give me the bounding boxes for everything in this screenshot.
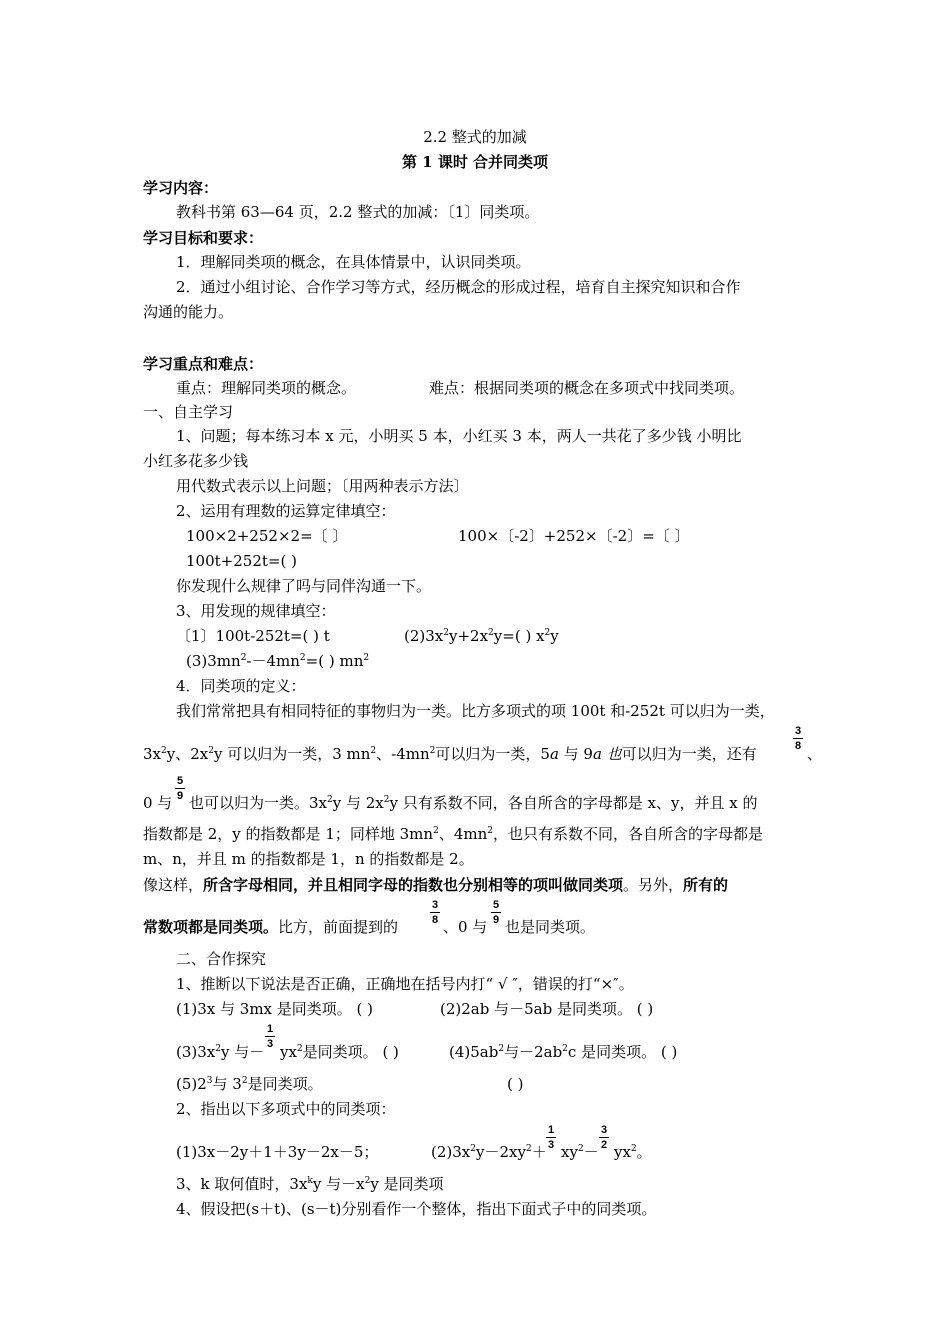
coop-q1-c-tail: $yx^2$是同类项。 ( ) <box>280 1043 399 1061</box>
fraction-1-3: 1 3 <box>266 1023 274 1050</box>
coop-q4: 4、假设把(s＋t)、(s－t)分别看作一个整体，指出下面式子中的同类项。 <box>176 1200 657 1218</box>
coop-q2-b-mid: $xy^2-$ <box>561 1143 599 1161</box>
coop-q1-a: (1)3x 与 3mx 是同类项。 ( ) <box>176 1000 374 1018</box>
definition-line-7-start: 常数项都是同类项。比方，前面提到的 <box>143 918 399 936</box>
definition-line-5: m、n，并且 m 的指数都是 1，n 的指数都是 2。 <box>143 850 474 868</box>
q2-discuss: 你发现什么规律了吗与同伴沟通一下。 <box>176 577 432 595</box>
goal-item-1: 1．理解同类项的概念，在具体情景中，认识同类项。 <box>176 253 531 271</box>
definition-line-3: 也可以归为一类。$3x^2y$ 与 $2x^2y$ 只有系数不同，各自所含的字母都是 x、y，并且 x 的 <box>189 794 758 812</box>
content-text: 教科书第 63—64 页，2.2 整式的加减：〔1〕同类项。 <box>176 203 540 221</box>
section-title: 2.2 整式的加减 <box>423 128 527 146</box>
goal-item-2-line-1: 2．通过小组讨论、合作学习等方式，经历概念的形成过程，培育自主探究知识和合作 <box>176 278 741 296</box>
definition-line-3-start: 0 与 <box>143 794 173 812</box>
definition-line-1: 我们常常把具有相同特征的事物归为一类。比方多项式的项 100t 和-252t 可以归为一类， <box>176 702 775 720</box>
definition-line-2-tail: 、 <box>807 745 823 763</box>
coop-q1-title: 1、推断以下说法是否正确，正确地在括号内打“ √ ″，错误的打“×″。 <box>176 975 634 993</box>
self-study-heading: 一、自主学习 <box>143 403 234 421</box>
fraction-3-8: 3 8 <box>794 725 802 752</box>
q2-expr-a: 100×2+252×2=〔 〕 <box>186 527 348 545</box>
q3-title: 3、用发现的规律填空： <box>176 602 336 620</box>
goals-label: 学习目标和要求： <box>143 229 264 247</box>
q2-expr-c: 100t+252t=( ) <box>186 552 297 570</box>
focus-text: 重点：理解同类项的概念。 <box>176 379 357 397</box>
definition-line-6: 像这样，所含字母相同，并且相同字母的指数也分别相等的项叫做同类项。另外，所有的 <box>143 876 729 894</box>
q2-expr-b: 100×〔-2〕+252×〔-2〕=〔 〕 <box>458 527 690 545</box>
coop-q2-title: 2、指出以下多项式中的同类项： <box>176 1100 396 1118</box>
definition-line-7-mid: 、0 与 <box>443 918 488 936</box>
coop-q1-d: $(4)5ab^2$与$-2ab^2c$ 是同类项。 ( ) <box>449 1043 678 1061</box>
coop-q1-e: $(5)2^3$与 $3^2$是同类项。 <box>176 1075 323 1093</box>
coop-q2-b: $(2)3x^2y-2xy^2+$ <box>431 1143 547 1161</box>
q1-line-3: 用代数式表示以上问题；〔用两种表示方法〕 <box>176 477 469 495</box>
coop-q1-b: (2)2ab 与－5ab 是同类项。 ( ) <box>440 1000 654 1018</box>
definition-line-2: $3x^2y$、$2x^2y$ 可以归为一类，3 $mn^2$、$-4mn^2$可以归为一类，5a 与 9a 也可以归为一类，还有 <box>143 745 757 763</box>
fraction-5-9-second: 5 9 <box>492 899 500 926</box>
lesson-title: 第 1 课时 合并同类项 <box>401 153 549 171</box>
content-label: 学习内容： <box>143 179 219 197</box>
difficulty-text: 难点：根据同类项的概念在多项式中找同类项。 <box>429 379 745 397</box>
fraction-3-8-second: 3 8 <box>431 899 439 926</box>
coop-q3: 3、k 取何值时，$3x^ky$ 与$-x^2y$ 是同类项 <box>176 1175 444 1193</box>
q3-expr-c: $(3)3mn^2--4mn^2=$( ) $mn^2$ <box>186 652 370 670</box>
coop-q2-b-end: $yx^2$。 <box>614 1143 652 1161</box>
definition-line-7-end: 也是同类项。 <box>505 918 596 936</box>
q3-expr-a: 〔1〕100t-252t=( ) t <box>176 627 330 645</box>
coop-q2-a: (1)3x－2y＋1＋3y－2x－5； <box>176 1143 379 1161</box>
fraction-1-3-second: 1 3 <box>547 1124 555 1151</box>
fraction-5-9: 5 9 <box>176 775 184 802</box>
q2-title: 2、运用有理数的运算定律填空： <box>176 502 396 520</box>
q1-line-2: 小红多花多少钱 <box>143 452 249 470</box>
coop-q1-e-paren: ( ) <box>507 1075 524 1093</box>
definition-line-4: 指数都是 2，y 的指数都是 1；同样地 $3mn^2$、$4mn^2$，也只有系数不同，各自所含的字母都是 <box>143 825 763 843</box>
q4-title: 4．同类项的定义： <box>176 677 306 695</box>
coop-q1-c: $(3)3x^2y$ 与－ <box>176 1043 265 1061</box>
coop-heading: 二、合作探究 <box>176 950 267 968</box>
fraction-3-2: 3 2 <box>600 1124 608 1151</box>
q1-line-1: 1、问题；每本练习本 x 元，小明买 5 本，小红买 3 本，两人一共花了多少钱 小明比 <box>176 427 742 445</box>
q3-expr-b: $(2)3x^2y+2x^2y=$( ) $x^2y$ <box>404 627 559 645</box>
key-points-label: 学习重点和难点： <box>143 355 264 373</box>
goal-item-2-line-2: 沟通的能力。 <box>143 303 234 321</box>
